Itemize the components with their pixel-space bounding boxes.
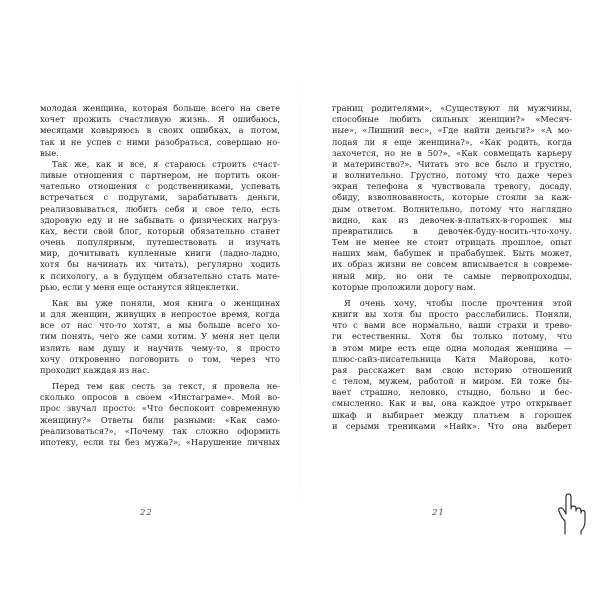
text-line: и серыми трениками «Найк». Что она выберет: [332, 420, 572, 431]
text-line: все от нас что-то хотят, а мы больше всего хо-: [40, 320, 280, 331]
text-line: и для женщин, живущих в непростое время, когда: [40, 309, 280, 320]
text-line: захочется, но не в 50?», «Как совмещать карьеру: [332, 147, 572, 158]
gutter-shadow: [300, 60, 301, 530]
text-line: ги естественны. Хотя бы только потому, что: [332, 331, 572, 342]
text-line: молодая женщина, которая больше всего на свете: [40, 103, 280, 113]
text-line: книги вы хотя бы просто расслабились. Поняли,: [332, 309, 572, 320]
right-page-number: 21: [432, 508, 445, 518]
text-line: проходит каждая из нас.: [40, 364, 150, 375]
text-line: женщину?» Ответы били разными: «Как само-: [40, 414, 280, 425]
text-line: ках, вести свой блог, который обязательно станет: [40, 225, 280, 236]
text-line: реализоваться?», «Почему так сложно оформить: [40, 425, 280, 436]
text-line: ные», «Лишний вес», «Где найти деньги?» «А мо-: [332, 125, 572, 136]
text-line: очень популярным, путешествовать и изучать: [40, 237, 280, 248]
text-line: сколько опросов в своем «Инстаграме». Мой во-: [40, 392, 280, 403]
text-line: видно, как из девочек-в-платьях-в-горошек мы: [332, 214, 572, 225]
text-line: что с вами все нормально, ваши страхи и трево-: [332, 320, 572, 331]
left-page-text: [40, 103, 280, 448]
text-line: прос звучал просто: «Что беспокоит современную: [40, 403, 280, 414]
text-line: и волнительно. Грустно, потому что даже через: [332, 170, 572, 181]
text-line: Так же, как и все, я стараюсь строить счаст-: [52, 158, 280, 169]
text-line: шкаф и выбирает между платьем в горошек: [332, 409, 572, 420]
text-line: вые.: [40, 147, 59, 158]
text-line: в этом мире есть еще одна молодая женщина —: [332, 342, 572, 353]
text-line: хочет прожить счастливую жизнь. Я ошибаюсь,: [40, 114, 280, 125]
text-line: и материнство?». Читать это все было и грустно,: [332, 158, 572, 169]
text-line: смысленно. Как и вы, она каждое утро открывает: [332, 398, 572, 409]
text-line: излить вам душу и научить чему-то, я просто: [40, 342, 280, 353]
text-line: обиду, взволнованность, которые стояли за каж-: [332, 192, 572, 203]
text-line: Тем не менее не стоит отрицать прошлое, опыт: [332, 237, 572, 248]
text-line: хотя бы начинать их читать), регулярно ходить: [40, 259, 280, 270]
text-line: способные любить сильных женщин?» «Месяч-: [332, 114, 572, 125]
left-page-number: 22: [140, 508, 153, 518]
text-line: тим понять, чего же сами хотим. У меня нет цели: [40, 331, 280, 342]
text-line: здоровую еду и не забывать о физических нагруз-: [40, 214, 280, 225]
pointing-hand-icon: [555, 491, 587, 535]
text-line: рью, если у меня еще останутся яйцеклетки.: [40, 281, 239, 292]
text-line: рая расскажет вам свою историю отношений: [332, 364, 572, 375]
text-line: чательно отношения с родственниками, успевать: [40, 181, 280, 192]
text-line: Как вы уже поняли, моя книга о женщинах: [52, 297, 280, 308]
text-line: ливые отношения с партнером, не портить окон-: [40, 170, 280, 181]
text-line: к психологу, а в будущем обязательно стать мате-: [40, 270, 280, 281]
text-line: наших мам, бабушек и прабабушек. Быть может,: [332, 248, 572, 259]
text-line: с телом, мужем, работой и миром. Ей тоже бы-: [332, 376, 572, 387]
text-line: дым ответом. Волнительно, потому что наглядно: [332, 203, 572, 214]
text-line: Я очень хочу, чтобы после прочтения этой: [344, 297, 572, 308]
text-line: ипотеку, если ты без мужа?», «Нарушение личных: [40, 436, 280, 447]
text-line: лодая ли я еще женщина?», «Как родить, когда: [332, 136, 572, 147]
text-line: реализовываться, любить себя и свое тело, есть: [40, 203, 280, 214]
text-line: вает страшно, неловко, стыдно, больно и бес-: [332, 387, 572, 398]
text-line: хочу откровенно поговорить о том, через что: [40, 353, 280, 364]
right-page-text: [332, 103, 572, 432]
text-line: их образ жизни не совсем вписывается в совреме-: [332, 259, 572, 270]
text-line: которые проложили дорогу нам.: [332, 281, 476, 292]
text-line: месяцами ковыряюсь в своих ошибках, а потом,: [40, 125, 280, 136]
text-line: мир, дочитывать купленные книги (ладно-ладно,: [40, 248, 280, 259]
text-line: так и не успев с ними разобраться, совершаю но-: [40, 136, 280, 147]
text-line: превратились в девочек-буду-носить-что-хочу.: [332, 225, 572, 236]
text-line: нный мир, но они те самые первопроходцы,: [332, 270, 572, 281]
text-line: плюс-сайз-писательница Катя Майорова, кото-: [332, 353, 572, 364]
text-line: границ родителями», «Существуют ли мужчины,: [332, 103, 572, 113]
text-line: Перед тем как сесть за текст, я провела не-: [52, 381, 280, 392]
text-line: экран телефона я чувствовала тревогу, досаду,: [332, 181, 572, 192]
text-line: встречаться с подругами, зарабатывать деньги,: [40, 192, 280, 203]
